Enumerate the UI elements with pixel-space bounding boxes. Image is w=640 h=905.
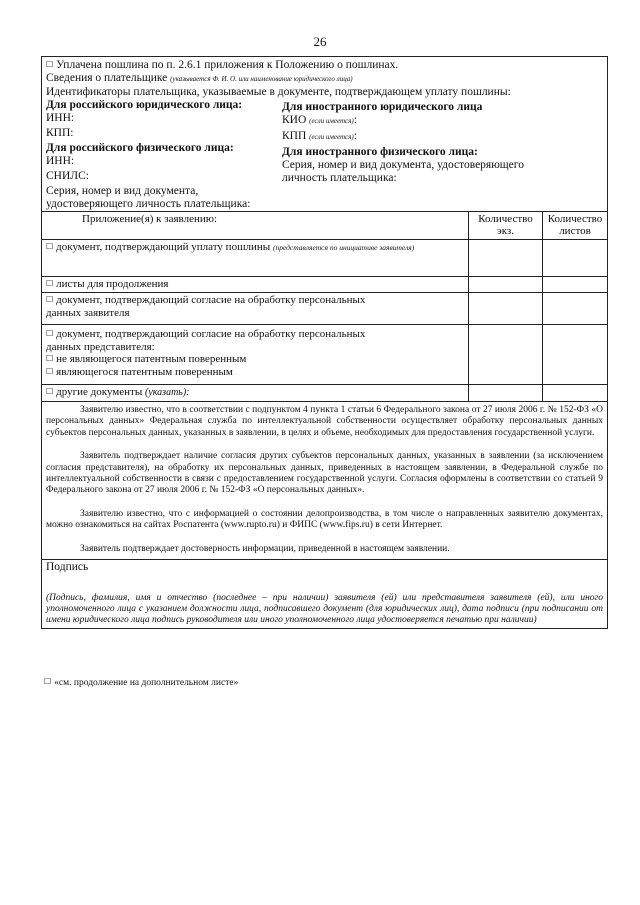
checkbox-icon[interactable]: ☐ xyxy=(46,60,54,69)
other-docs-copies-cell[interactable] xyxy=(469,385,543,401)
continuation-copies-cell[interactable] xyxy=(469,277,543,293)
checkbox-icon[interactable]: ☐ xyxy=(46,354,54,363)
kpp-field[interactable]: КПП: xyxy=(46,127,74,139)
legal-notices xyxy=(42,402,607,560)
signature-section xyxy=(42,560,607,628)
consent-applicant-copies-cell[interactable] xyxy=(469,293,543,325)
kpp-foreign-note: (если имеется) xyxy=(309,133,354,141)
payment-doc-label: документ, подтверждающий уплату пошлины xyxy=(56,241,271,253)
foreign-legal-title: Для иностранного юридического лица xyxy=(282,101,483,113)
signature-note: (Подпись, фамилия, имя и отчество (последнее – при наличии) заявителя (ей) или представителя заявителя (ей), или иного уполномоченного лица с указанием должности лица, подписавшего документ (для юридических лиц), дата подписи (при подписании от имени юридического лица подпись руководителя или иного уполномоченного лица удостоверяется печатью при наличии) xyxy=(46,593,603,626)
payer-section xyxy=(42,57,607,212)
payer-foreign-column xyxy=(282,99,603,211)
id-doc-line2[interactable]: удостоверяющего личность плательщика: xyxy=(46,198,251,210)
payer-info-note: (указывается Ф. И. О. или наименование юридического лица) xyxy=(170,75,353,83)
other-docs-sheets-cell[interactable] xyxy=(543,385,607,401)
foreign-id-line2[interactable]: личность плательщика: xyxy=(282,172,397,184)
attachment-consent-applicant[interactable] xyxy=(42,293,469,325)
payment-doc-sheets-cell[interactable] xyxy=(543,240,607,277)
checkbox-icon[interactable]: ☐ xyxy=(46,367,54,376)
identifiers-label: Идентификаторы плательщика, указываемые в документе, подтверждающем уплату пошлины: xyxy=(46,86,511,98)
consent-applicant-sheets-cell[interactable] xyxy=(543,293,607,325)
attachments-header-label: Приложение(я) к заявлению: xyxy=(82,213,218,225)
attachments-table xyxy=(42,212,607,402)
consent-rep-sheets-cell[interactable] xyxy=(543,325,607,385)
kio-label: КИО xyxy=(282,114,307,126)
checkbox-icon[interactable]: ☐ xyxy=(46,279,54,288)
snils-field[interactable]: СНИЛС: xyxy=(46,170,89,182)
continuation-sheets-cell[interactable] xyxy=(543,277,607,293)
signature-title[interactable]: Подпись xyxy=(46,561,89,574)
consent-rep-line1: документ, подтверждающий согласие на обработку персональных xyxy=(56,328,366,340)
consent-applicant-line1: документ, подтверждающий согласие на обработку персональных xyxy=(56,294,366,306)
notice-accuracy: Заявитель подтверждает достоверность информации, приведенной в настоящем заявлении. xyxy=(80,543,450,554)
ru-person-title: Для российского физического лица: xyxy=(46,142,234,154)
fee-paid-text: Уплачена пошлина по п. 2.6.1 приложения к Положению о пошлинах. xyxy=(56,59,399,71)
col-copies-header: Количество экз. xyxy=(469,212,543,240)
patent-attorney-label: являющегося патентным поверенным xyxy=(56,366,233,378)
application-form xyxy=(41,56,608,629)
not-patent-attorney-label: не являющегося патентным поверенным xyxy=(56,353,247,365)
checkbox-icon[interactable]: ☐ xyxy=(46,329,54,338)
foreign-id-line1: Серия, номер и вид документа, удостоверяющего xyxy=(282,159,524,171)
checkbox-icon[interactable]: ☐ xyxy=(44,677,52,686)
continuation-sheets-label: листы для продолжения xyxy=(56,278,169,290)
payer-columns xyxy=(46,99,603,211)
kpp-foreign-label: КПП xyxy=(282,130,307,142)
fee-paid-line xyxy=(46,59,603,72)
inn-field[interactable]: ИНН: xyxy=(46,112,75,124)
kio-note: (если имеется) xyxy=(309,117,354,125)
consent-rep-line2: данных представителя: xyxy=(46,341,155,353)
inn-person-field[interactable]: ИНН: xyxy=(46,155,75,167)
consent-applicant-line2: данных заявителя xyxy=(46,307,130,319)
checkbox-icon[interactable]: ☐ xyxy=(46,295,54,304)
attachments-header xyxy=(42,212,469,240)
kpp-foreign-field[interactable]: КПП (если имеется): xyxy=(282,130,357,142)
continuation-note[interactable] xyxy=(44,678,238,688)
other-docs-label: другие документы xyxy=(56,386,143,398)
foreign-person-title: Для иностранного физического лица: xyxy=(282,146,478,158)
continuation-note-text: «см. продолжение на дополнительном листе» xyxy=(54,678,239,688)
kio-field[interactable]: КИО (если имеется): xyxy=(282,114,357,126)
notice-sites: Заявителю известно, что с информацией о состоянии делопроизводства, в том числе о направленных заявителю документах, можно ознакомиться на сайтах Роспатента (www.rupto.ru) и ФИПС (www.fips.ru) в сети Интернет. xyxy=(46,508,603,531)
notice-personal-data: Заявителю известно, что в соответствии с подпунктом 4 пункта 1 статьи 6 Федерального закона от 27 июля 2006 г. № 152-ФЗ «О персональных данных» Федеральная служба по интеллектуальной собственности осуществляет обработку персональных данных субъектов персональных данных, указанных в заявлении, в целях и объеме, необходимых для предоставления государственной услуги. xyxy=(46,405,603,438)
checkbox-icon[interactable]: ☐ xyxy=(46,387,54,396)
attachment-consent-representative[interactable] xyxy=(42,325,469,385)
page-number: 26 xyxy=(313,34,327,49)
ru-legal-title: Для российского юридического лица: xyxy=(46,99,243,111)
attachment-payment-doc[interactable] xyxy=(42,240,469,277)
attachment-other-docs[interactable] xyxy=(42,385,469,401)
payer-russian-column xyxy=(46,99,282,211)
other-docs-note: (указать): xyxy=(144,387,190,398)
payer-info-line xyxy=(46,72,603,86)
payment-doc-note: (представляется по инициативе заявителя) xyxy=(272,243,415,252)
notice-consent: Заявитель подтверждает наличие согласия других субъектов персональных данных, указанных в заявлении (за исключением согласия представителя), на обработку их персональных данных, приведенных в настоящем заявлении, в Федеральной службе по интеллектуальной собственности в связи с предоставлением государственной услуги. Согласия оформлены в соответствии со статьей 9 Федерального закона от 27 июля 2006 г. № 152-ФЗ «О персональных данных». xyxy=(46,451,603,496)
col-sheets-header: Количество листов xyxy=(543,212,607,240)
consent-rep-copies-cell[interactable] xyxy=(469,325,543,385)
payer-info-label: Сведения о плательщике xyxy=(46,72,168,84)
checkbox-icon[interactable]: ☐ xyxy=(46,242,54,251)
id-doc-line1: Серия, номер и вид документа, xyxy=(46,185,199,197)
attachment-continuation-sheets[interactable] xyxy=(42,277,469,293)
payment-doc-copies-cell[interactable] xyxy=(469,240,543,277)
